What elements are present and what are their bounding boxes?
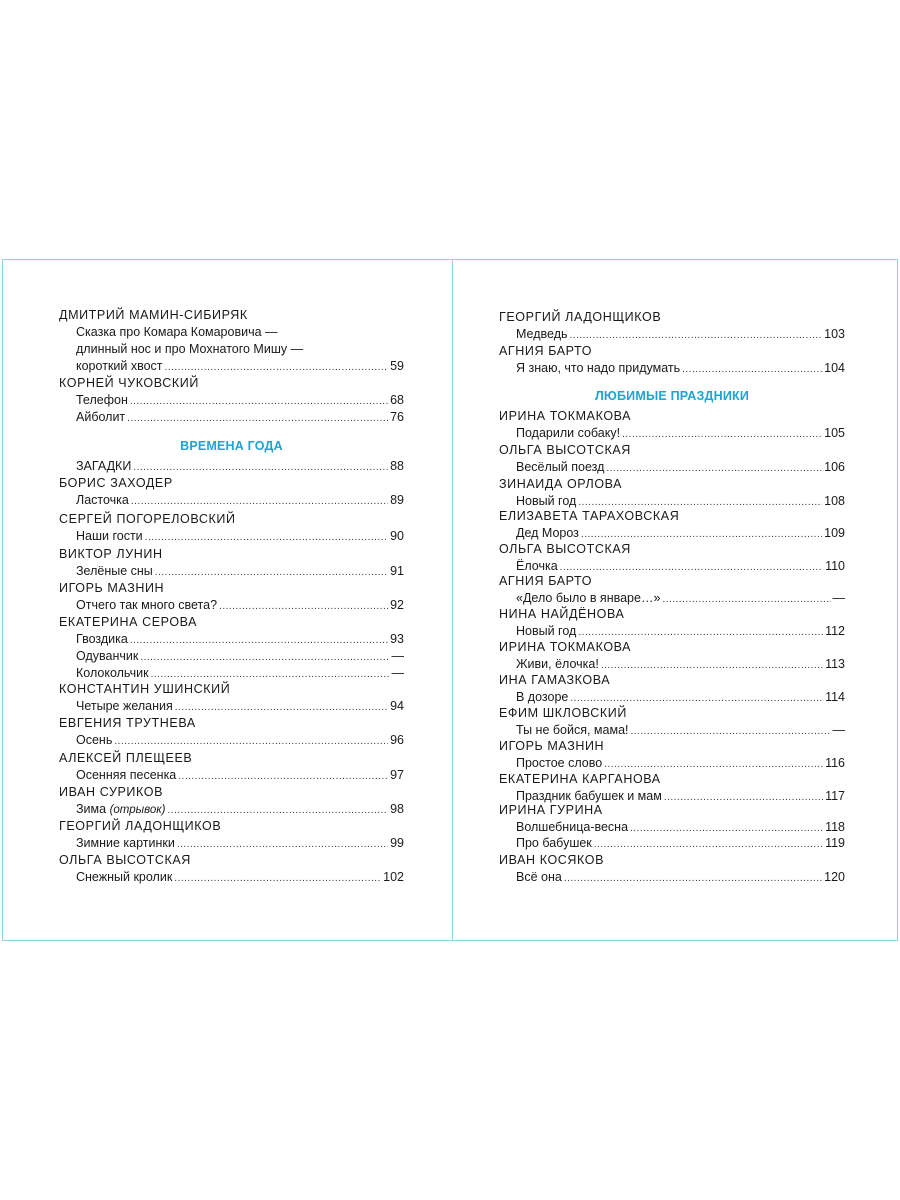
entry-title xyxy=(516,459,604,476)
toc-entry xyxy=(59,458,404,475)
entry-title xyxy=(76,358,163,375)
entry-title xyxy=(516,835,592,852)
entry-title-text: Гвоздика xyxy=(76,632,128,646)
dot-leader xyxy=(131,493,388,510)
author-name: ИНА ГАМАЗКОВА xyxy=(499,673,611,687)
entry-title-text: Про бабушек xyxy=(516,836,592,850)
book-spread xyxy=(2,259,898,941)
author-name: ЕЛИЗАВЕТА ТАРАХОВСКАЯ xyxy=(499,509,680,523)
page-number: 76 xyxy=(390,410,404,424)
section-heading: ЛЮБИМЫЕ ПРАЗДНИКИ xyxy=(594,389,750,403)
entry-title-line: Сказка про Комара Комаровича — xyxy=(76,325,278,339)
dot-leader xyxy=(178,768,388,785)
page-divider xyxy=(452,260,453,940)
entry-title xyxy=(516,819,628,836)
entry-title-text: Волшебница-весна xyxy=(516,820,629,834)
entry-title-text: Одуванчик xyxy=(76,649,139,663)
author-name: БОРИС ЗАХОДЕР xyxy=(59,476,173,490)
entry-title xyxy=(516,525,579,542)
page-number: 96 xyxy=(390,733,404,747)
toc-entry xyxy=(59,665,404,682)
entry-title xyxy=(76,392,128,409)
page-number: 98 xyxy=(390,802,404,816)
entry-title xyxy=(76,458,131,475)
author-name: ЗИНАИДА ОРЛОВА xyxy=(499,477,623,491)
entry-title xyxy=(76,409,125,426)
author-name: ВИКТОР ЛУНИН xyxy=(59,547,163,561)
toc-entry xyxy=(59,409,404,426)
author-name: НИНА НАЙДЁНОВА xyxy=(499,607,625,621)
author-name: ОЛЬГА ВЫСОТСКАЯ xyxy=(59,853,191,867)
page-number: 93 xyxy=(390,632,404,646)
toc-entry xyxy=(59,801,404,818)
toc-entry xyxy=(499,623,845,640)
author-name: ОЛЬГА ВЫСОТСКАЯ xyxy=(499,443,631,457)
page-number: 120 xyxy=(824,870,845,884)
author-name: ИРИНА ТОКМАКОВА xyxy=(499,409,632,423)
author-name: КОНСТАНТИН УШИНСКИЙ xyxy=(59,682,231,696)
dot-leader xyxy=(622,426,822,443)
entry-title xyxy=(516,623,576,640)
author-name: КОРНЕЙ ЧУКОВСКИЙ xyxy=(59,376,199,390)
entry-title xyxy=(516,590,660,607)
page-number: 106 xyxy=(824,460,845,474)
page-number: 113 xyxy=(825,657,845,671)
entry-title-text: Осень xyxy=(76,733,113,747)
page-number: 68 xyxy=(390,393,404,407)
author-name: ЕКАТЕРИНА СЕРОВА xyxy=(59,615,198,629)
entry-title-text: Телефон xyxy=(76,393,128,407)
toc-entry xyxy=(59,835,404,852)
dot-leader xyxy=(155,564,388,581)
entry-title-text: Весёлый поезд xyxy=(516,460,605,474)
page-number: 103 xyxy=(824,327,845,341)
toc-entry xyxy=(59,392,404,409)
entry-title-text: Ты не бойся, мама! xyxy=(516,723,629,737)
dot-leader xyxy=(168,802,389,819)
toc-entry xyxy=(499,835,845,852)
dot-leader xyxy=(219,598,388,615)
entry-title-text: Снежный кролик xyxy=(76,870,173,884)
toc-entry xyxy=(499,425,845,442)
page-number: 110 xyxy=(825,559,845,573)
dot-leader xyxy=(133,459,388,476)
page-number: 104 xyxy=(824,361,845,375)
author-name: АГНИЯ БАРТО xyxy=(499,574,593,588)
entry-title-text: Праздник бабушек и мам xyxy=(516,789,662,803)
author-name: ГЕОРГИЙ ЛАДОНЩИКОВ xyxy=(59,819,222,833)
toc-entry xyxy=(499,656,845,673)
entry-title-text: Зелёные сны xyxy=(76,564,153,578)
entry-title xyxy=(516,425,620,442)
author-name: ИВАН СУРИКОВ xyxy=(59,785,164,799)
page-number: — xyxy=(391,649,404,663)
entry-title-text: Айболит xyxy=(76,410,126,424)
toc-entry xyxy=(499,590,845,607)
entry-title xyxy=(76,528,143,545)
toc-entry xyxy=(59,732,404,749)
page-number: 90 xyxy=(390,529,404,543)
entry-title xyxy=(516,755,602,772)
author-name: ГЕОРГИЙ ЛАДОНЩИКОВ xyxy=(499,310,662,324)
dot-leader xyxy=(174,870,381,887)
author-name: ЕКАТЕРИНА КАРГАНОВА xyxy=(499,772,661,786)
toc-entry xyxy=(499,722,845,739)
author-name: ИГОРЬ МАЗНИН xyxy=(59,581,165,595)
entry-title-text: Ёлочка xyxy=(516,559,558,573)
page-number: 116 xyxy=(825,756,845,770)
dot-leader xyxy=(570,327,823,344)
entry-title xyxy=(76,835,175,852)
page-number: 89 xyxy=(390,493,404,507)
author-name: ЕВГЕНИЯ ТРУТНЕВА xyxy=(59,716,196,730)
entry-title-text: Ласточка xyxy=(76,493,129,507)
page-number: 118 xyxy=(825,820,845,834)
author-name: ИРИНА ГУРИНА xyxy=(499,803,603,817)
entry-title xyxy=(516,869,562,886)
page-number: 114 xyxy=(825,690,845,704)
author-name: ОЛЬГА ВЫСОТСКАЯ xyxy=(499,542,631,556)
page-number: 117 xyxy=(825,789,845,803)
toc-entry xyxy=(59,528,404,545)
entry-title-text: Простое слово xyxy=(516,756,603,770)
entry-title xyxy=(516,326,568,343)
entry-title-text: короткий хвост xyxy=(76,359,163,373)
page-number: 99 xyxy=(390,836,404,850)
page-number: 108 xyxy=(824,494,845,508)
toc-entry xyxy=(59,597,404,614)
entry-title-text: Новый год xyxy=(516,624,577,638)
toc-entry xyxy=(59,767,404,784)
dot-leader xyxy=(564,870,822,887)
author-name: АЛЕКСЕЙ ПЛЕЩЕЕВ xyxy=(59,751,193,765)
dot-leader xyxy=(127,410,388,427)
toc-entry xyxy=(499,819,845,836)
toc-entry xyxy=(499,689,845,706)
page-number: — xyxy=(391,666,404,680)
toc-entry xyxy=(499,326,845,343)
page-number: 59 xyxy=(390,359,404,373)
dot-leader xyxy=(114,733,388,750)
entry-title-text: Отчего так много света? xyxy=(76,598,218,612)
author-name: ЕФИМ ШКЛОВСКИЙ xyxy=(499,706,627,720)
toc-entry xyxy=(59,698,404,715)
page-number: 109 xyxy=(824,526,845,540)
dot-leader xyxy=(682,361,822,378)
page-number: 91 xyxy=(390,564,404,578)
entry-title-text: В дозоре xyxy=(516,690,569,704)
toc-entry xyxy=(499,869,845,886)
entry-title-text: Всё она xyxy=(516,870,562,884)
entry-title-line: длинный нос и про Мохнатого Мишу — xyxy=(76,342,304,356)
author-name: АГНИЯ БАРТО xyxy=(499,344,593,358)
author-name: ИГОРЬ МАЗНИН xyxy=(499,739,605,753)
dot-leader xyxy=(606,460,822,477)
author-name: ДМИТРИЙ МАМИН-СИБИРЯК xyxy=(59,308,248,322)
toc-entry xyxy=(499,525,845,542)
toc-entry xyxy=(59,563,404,580)
entry-title-text: Колокольчик xyxy=(76,666,149,680)
dot-leader xyxy=(130,393,388,410)
entry-title-text: Наши гости xyxy=(76,529,143,543)
entry-title xyxy=(76,869,172,886)
entry-title xyxy=(516,656,599,673)
entry-title-text: Осенняя песенка xyxy=(76,768,177,782)
toc-entry xyxy=(499,459,845,476)
page-number: 102 xyxy=(383,870,404,884)
dot-leader xyxy=(130,632,388,649)
entry-title xyxy=(76,665,149,682)
entry-title xyxy=(76,732,112,749)
section-heading: ВРЕМЕНА ГОДА xyxy=(180,439,283,453)
page-number: 88 xyxy=(390,459,404,473)
entry-title-text: Новый год xyxy=(516,494,577,508)
entry-title xyxy=(516,722,629,739)
entry-note: (отрывок) xyxy=(109,804,166,816)
page-number: — xyxy=(832,723,845,737)
entry-title xyxy=(76,648,138,665)
entry-title xyxy=(76,698,173,715)
entry-title xyxy=(516,360,680,377)
entry-title-text: Четыре желания xyxy=(76,699,173,713)
author-name: ИВАН КОСЯКОВ xyxy=(499,853,605,867)
entry-title-text: Зимние картинки xyxy=(76,836,175,850)
page-number: 97 xyxy=(390,768,404,782)
entry-title xyxy=(76,767,176,784)
entry-title-text: Я знаю, что надо придумать xyxy=(516,361,681,375)
entry-title-text: «Дело было в январе…» xyxy=(516,591,661,605)
entry-title-text: Подарили собаку! xyxy=(516,426,621,440)
author-name: ИРИНА ТОКМАКОВА xyxy=(499,640,632,654)
page-number: 94 xyxy=(390,699,404,713)
entry-title-text: Медведь xyxy=(516,327,568,341)
entry-title xyxy=(76,563,153,580)
page-number: 112 xyxy=(825,624,845,638)
toc-entry xyxy=(499,755,845,772)
entry-title-text: Дед Мороз xyxy=(516,526,579,540)
dot-leader xyxy=(177,836,388,853)
entry-title-text: Живи, ёлочка! xyxy=(516,657,599,671)
dot-leader xyxy=(594,836,823,853)
page-number: — xyxy=(832,591,845,605)
entry-title xyxy=(76,631,128,648)
dot-leader xyxy=(165,359,389,376)
entry-title-text: ЗАГАДКИ xyxy=(76,459,132,473)
page-number: 105 xyxy=(824,426,845,440)
dot-leader xyxy=(140,649,389,666)
toc-entry xyxy=(59,631,404,648)
entry-title xyxy=(76,801,166,819)
entry-title xyxy=(76,597,217,614)
entry-title xyxy=(516,689,568,706)
page-number: 92 xyxy=(390,598,404,612)
entry-title xyxy=(76,492,129,509)
page-number: 119 xyxy=(825,836,845,850)
toc-entry xyxy=(499,360,845,377)
toc-entry xyxy=(59,492,404,509)
entry-title-text: Зима xyxy=(76,802,107,816)
author-name: СЕРГЕЙ ПОГОРЕЛОВСКИЙ xyxy=(59,512,236,526)
toc-entry xyxy=(59,358,404,375)
dot-leader xyxy=(175,699,388,716)
toc-entry xyxy=(59,648,404,665)
dot-leader xyxy=(145,529,388,546)
toc-entry xyxy=(59,869,404,886)
